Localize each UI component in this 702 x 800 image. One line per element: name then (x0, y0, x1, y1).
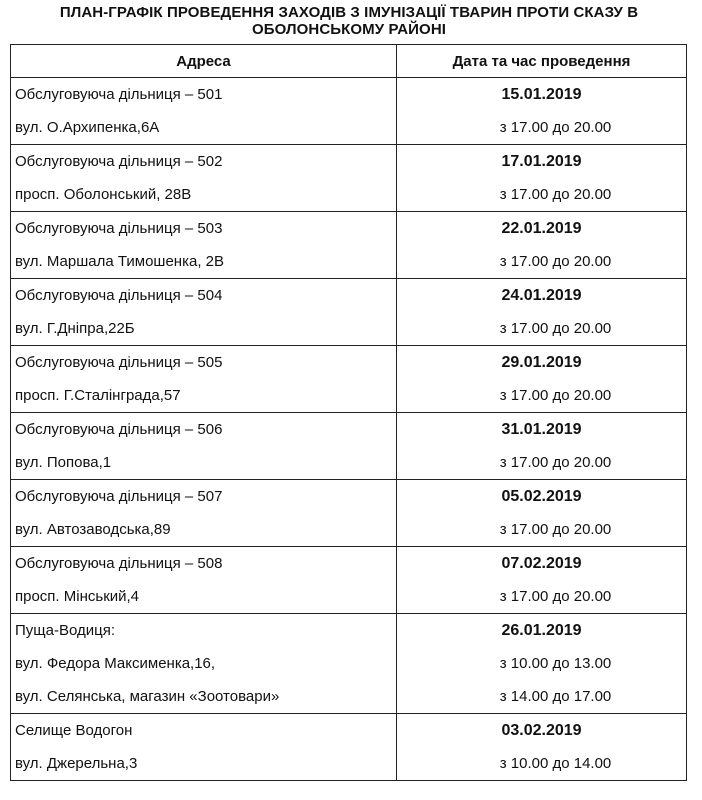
address-line: Обслуговуюча дільниця – 501 (15, 86, 223, 103)
event-date: 26.01.2019 (501, 622, 582, 639)
address-line: Пуща-Водиця: (15, 622, 115, 639)
table-row (11, 480, 687, 547)
address-cell (11, 78, 397, 145)
header-address: Адреса (11, 45, 397, 78)
table-row (11, 547, 687, 614)
address-cell (11, 714, 397, 781)
event-time: з 10.00 до 14.00 (499, 755, 612, 772)
address-cell (11, 547, 397, 614)
event-time: з 17.00 до 20.00 (499, 186, 612, 203)
address-line: просп. Мінський,4 (15, 588, 140, 605)
datetime-cell (397, 145, 687, 212)
address-line: вул. Г.Дніпра,22Б (15, 320, 135, 337)
table-row (11, 279, 687, 346)
address-cell (11, 413, 397, 480)
datetime-cell (397, 78, 687, 145)
address-line: Обслуговуюча дільниця – 503 (15, 220, 223, 237)
address-line: вул. Джерельна,3 (15, 755, 138, 772)
address-line: просп. Оболонський, 28В (15, 186, 192, 203)
datetime-cell (397, 480, 687, 547)
address-line: вул. Автозаводська,89 (15, 521, 171, 538)
datetime-cell (397, 279, 687, 346)
address-line: Обслуговуюча дільниця – 505 (15, 354, 223, 371)
header-datetime: Дата та час проведення (397, 45, 687, 78)
address-line: вул. Маршала Тимошенка, 2В (15, 253, 224, 270)
address-line: вул. Селянська, магазин «Зоотовари» (15, 688, 280, 705)
table-header-row (11, 45, 687, 78)
table-row (11, 346, 687, 413)
table-row (11, 78, 687, 145)
event-date: 24.01.2019 (501, 287, 582, 304)
address-line: вул. О.Архипенка,6А (15, 119, 160, 136)
datetime-cell (397, 714, 687, 781)
address-line: Обслуговуюча дільниця – 507 (15, 488, 223, 505)
address-line: Селище Водогон (15, 722, 133, 739)
event-date: 17.01.2019 (501, 153, 582, 170)
event-time: з 17.00 до 20.00 (499, 387, 612, 404)
event-time: з 17.00 до 20.00 (499, 119, 612, 136)
table-row (11, 413, 687, 480)
address-cell (11, 614, 397, 714)
event-date: 07.02.2019 (501, 555, 582, 572)
table-row (11, 212, 687, 279)
address-cell (11, 346, 397, 413)
address-line: Обслуговуюча дільниця – 508 (15, 555, 223, 572)
address-line: вул. Федора Максименка,16, (15, 655, 216, 672)
datetime-cell (397, 212, 687, 279)
address-line: Обслуговуюча дільниця – 502 (15, 153, 223, 170)
address-line: вул. Попова,1 (15, 454, 112, 471)
event-date: 31.01.2019 (501, 421, 582, 438)
table-row (11, 714, 687, 781)
event-date: 03.02.2019 (501, 722, 582, 739)
address-line: Обслуговуюча дільниця – 504 (15, 287, 223, 304)
schedule-table (10, 44, 687, 781)
table-row (11, 614, 687, 714)
event-time: з 17.00 до 20.00 (499, 320, 612, 337)
event-time: з 14.00 до 17.00 (499, 688, 612, 705)
address-cell (11, 279, 397, 346)
event-time: з 17.00 до 20.00 (499, 588, 612, 605)
datetime-cell (397, 413, 687, 480)
event-date: 15.01.2019 (501, 86, 582, 103)
title-line-1: ПЛАН-ГРАФІК ПРОВЕДЕННЯ ЗАХОДІВ З ІМУНІЗАЦІЇ ТВАРИН ПРОТИ СКАЗУ В (59, 4, 639, 21)
event-time: з 17.00 до 20.00 (499, 521, 612, 538)
document-title (10, 4, 688, 38)
address-line: Обслуговуюча дільниця – 506 (15, 421, 223, 438)
title-line-2: ОБОЛОНСЬКОМУ РАЙОНІ (251, 21, 447, 38)
event-date: 22.01.2019 (501, 220, 582, 237)
address-cell (11, 145, 397, 212)
schedule-body (11, 78, 687, 781)
table-row (11, 145, 687, 212)
address-line: просп. Г.Сталінграда,57 (15, 387, 181, 404)
datetime-cell (397, 547, 687, 614)
datetime-cell (397, 346, 687, 413)
address-cell (11, 480, 397, 547)
event-date: 05.02.2019 (501, 488, 582, 505)
event-time: з 17.00 до 20.00 (499, 454, 612, 471)
event-date: 29.01.2019 (501, 354, 582, 371)
event-time: з 17.00 до 20.00 (499, 253, 612, 270)
event-time: з 10.00 до 13.00 (499, 655, 612, 672)
address-cell (11, 212, 397, 279)
datetime-cell (397, 614, 687, 714)
